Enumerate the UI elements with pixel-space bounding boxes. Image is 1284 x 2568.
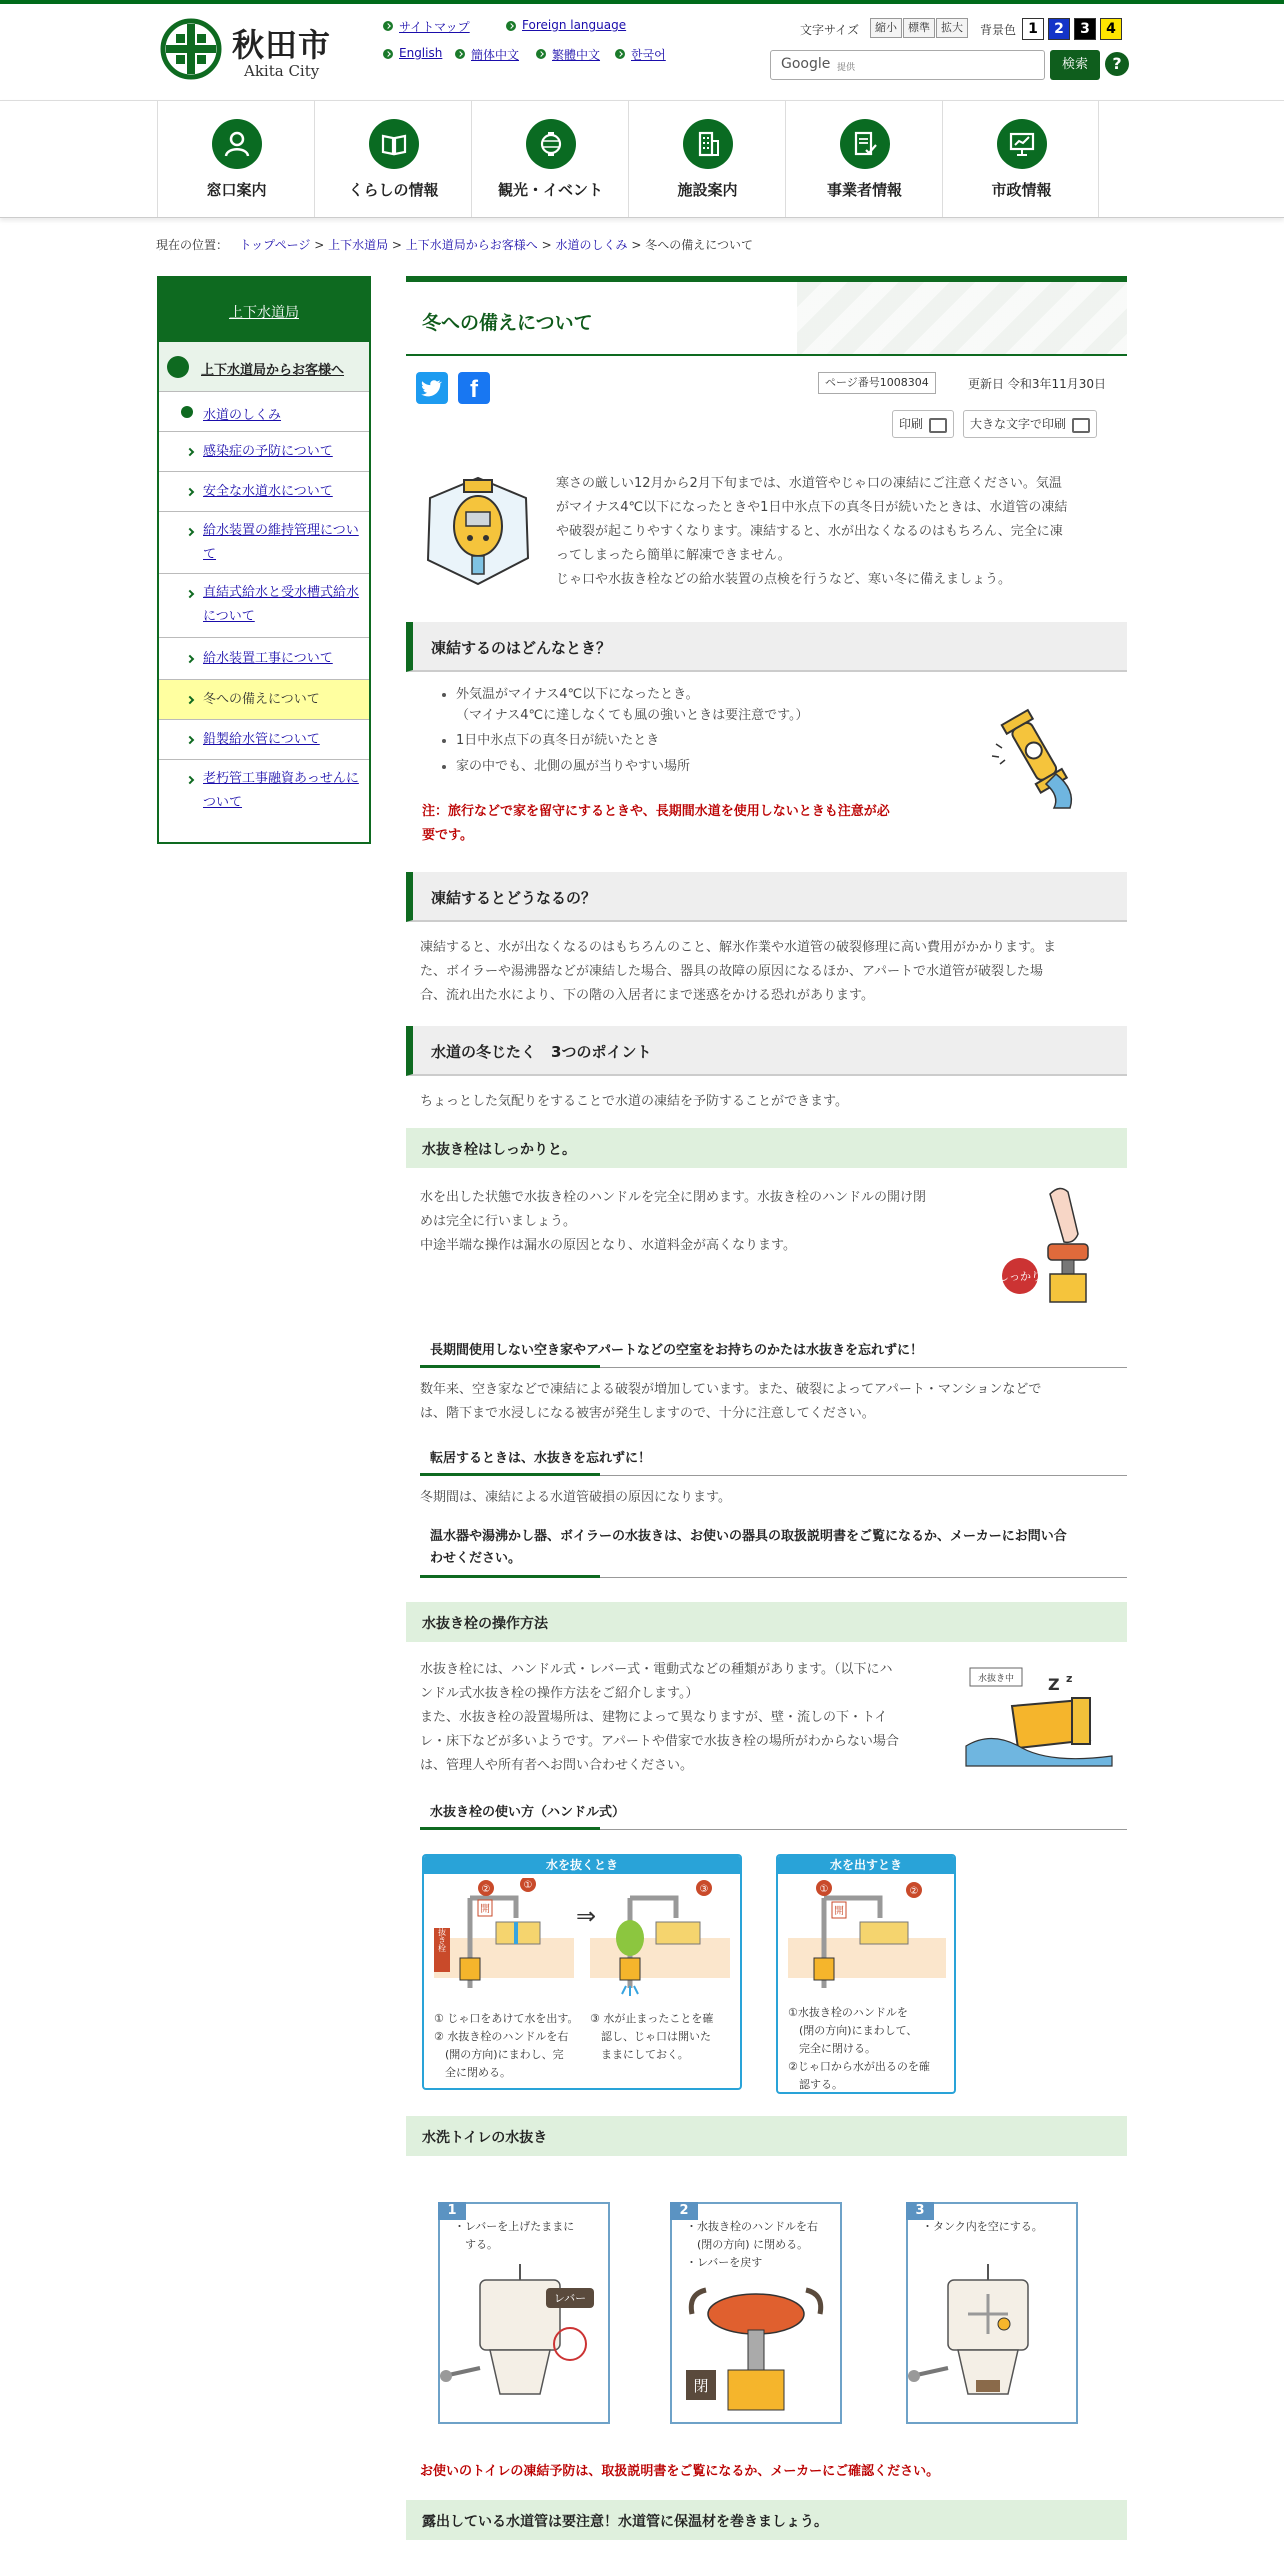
sidebar-level2-label: 上下水道局からお客様へ xyxy=(201,363,345,378)
step-2-marker: ② xyxy=(909,1886,919,1897)
diagram-drain-water xyxy=(422,1854,742,2090)
step-line: ままにしておく。 xyxy=(590,2048,689,2061)
freeze-condition-note: （マイナス4℃に達しなくても風の強いときは要注意です。） xyxy=(456,708,809,723)
font-shrink-button[interactable]: 縮小 xyxy=(870,18,902,38)
logo-english: Akita City xyxy=(244,62,320,80)
font-size-label: 文字サイズ xyxy=(800,23,860,37)
toilet-tank-illustration xyxy=(908,2264,1076,2422)
chevron-right-icon xyxy=(186,528,194,536)
valve-operation-text xyxy=(420,1658,950,1778)
valve-handle-illustration xyxy=(672,2274,840,2422)
subheading-drain-valve xyxy=(406,1128,1127,1168)
sidebar-nav xyxy=(157,276,371,844)
sidebar-item-lead-pipe[interactable] xyxy=(159,720,369,760)
updated-date: 更新日 令和3年11月30日 xyxy=(968,377,1106,391)
site-logo[interactable] xyxy=(160,18,380,84)
section-heading-text: 水道の冬じたく 3つのポイント xyxy=(431,1043,652,1061)
travel-warning-note xyxy=(422,800,942,848)
toilet-warning-note: お使いのトイレの凍結予防は、取扱説明書をご覧になるか、メーカーにご確認ください。 xyxy=(420,2464,940,2479)
subheading-text: 水洗トイレの水抜き xyxy=(422,2130,548,2146)
logo-japanese: 秋田市 xyxy=(232,26,332,64)
sidebar-item-infection[interactable] xyxy=(159,432,369,472)
step-line: ・タンク内を空にする。 xyxy=(922,2220,1043,2233)
sidebar-item-label: 感染症の予防について xyxy=(203,444,333,459)
paragraph-line: また、水抜き栓の設置場所は、建物によって異なりますが、壁・流しの下・トイ xyxy=(420,1710,888,1725)
gnav-city-administration[interactable] xyxy=(942,101,1099,217)
sidebar-item-construction[interactable] xyxy=(159,638,369,680)
svg-text:Z: Z xyxy=(1048,1675,1060,1694)
minor-heading-moving xyxy=(420,1444,1127,1476)
toilet-step-text xyxy=(922,2218,1072,2236)
paragraph-line: た、ボイラーや湯沸器などが凍結した場合、器具の故障の原因になるほか、アパートで水道管が破裂した場 xyxy=(420,964,1043,979)
chevron-right-icon xyxy=(186,488,194,496)
heading-line: わせください。 xyxy=(430,1551,522,1566)
drain-valve-side-label: 水抜き栓 xyxy=(437,1920,447,1952)
subheading-valve-operation xyxy=(406,1602,1127,1642)
sitemap-link[interactable]: サイトマップ xyxy=(383,18,470,35)
page-number: ページ番号1008304 xyxy=(818,372,936,394)
breadcrumb-link-top[interactable]: トップページ xyxy=(239,238,311,252)
warning-line: 注：旅行などで家を留守にするときや、長期間水道を使用しないときも注意が必 xyxy=(422,804,890,819)
breadcrumb-separator: > xyxy=(627,238,646,252)
subheading-text: 露出している水道管は要注意！水道管に保温材を巻きましょう。 xyxy=(422,2514,828,2530)
step-line: ①水抜き栓のハンドルを xyxy=(788,2006,908,2019)
facebook-share-icon[interactable]: f xyxy=(458,372,490,404)
bullet-icon xyxy=(167,356,189,378)
restore-procedure-illustration xyxy=(784,1878,950,2002)
gnav-label: くらしの情報 xyxy=(348,181,439,199)
city-emblem-icon xyxy=(160,18,222,80)
bg-color-4-button[interactable]: 4 xyxy=(1100,18,1122,40)
step-line: する。 xyxy=(454,2238,498,2251)
diagram-title: 水を抜くとき xyxy=(424,1856,740,1874)
intro-line: ってしまったら簡単に解凍できません。 xyxy=(556,548,791,563)
minor-heading-text: 転居するときは、水抜きを忘れずに！ xyxy=(430,1451,652,1466)
sidebar-item-safe-water[interactable] xyxy=(159,472,369,512)
sidebar-level3-label: 水道のしくみ xyxy=(203,408,282,423)
font-standard-button[interactable]: 標準 xyxy=(903,18,935,38)
minor-heading-vacant-houses xyxy=(420,1336,1127,1368)
search-button[interactable]: 検索 xyxy=(1050,50,1100,80)
chevron-right-icon xyxy=(186,736,194,744)
section-heading-three-points xyxy=(406,1026,1127,1076)
google-logo-text: Google xyxy=(781,56,831,72)
foreign-language-link[interactable]: Foreign language xyxy=(506,18,626,32)
chevron-right-icon xyxy=(186,776,194,784)
help-icon[interactable]: ? xyxy=(1105,52,1129,76)
chevron-right-icon xyxy=(186,590,194,598)
drain-steps-1-2 xyxy=(434,2010,584,2082)
bg-color-label: 背景色 xyxy=(980,23,1017,37)
sidebar-item-label: 老朽管工事融資あっせんについて xyxy=(203,771,359,810)
gnav-label: 市政情報 xyxy=(991,181,1052,199)
book-icon xyxy=(369,119,419,169)
paragraph-line: めは完全に行いましょう。 xyxy=(420,1214,577,1229)
sidebar-item-winter-current[interactable] xyxy=(159,680,369,720)
breadcrumb-separator: > xyxy=(388,238,406,252)
intro-line: や破裂が起こりやすくなります。凍結すると、水が出なくなるのはもちろん、完全に凍 xyxy=(556,524,1063,539)
sidebar-item-label: 給水装置の維持管理について xyxy=(203,523,359,562)
toilet-step-3 xyxy=(906,2202,1078,2424)
sidebar-level2[interactable] xyxy=(159,342,369,392)
site-search-input[interactable] xyxy=(770,50,1045,80)
section-heading-what-happens xyxy=(406,872,1127,922)
sidebar-item-label: 給水装置工事について xyxy=(203,651,333,666)
breadcrumb-separator: > xyxy=(310,238,329,252)
section-heading-when-freeze xyxy=(406,622,1127,672)
sidebar-item-maintenance[interactable] xyxy=(159,512,369,574)
step-line: 認し、じゃ口は開いた xyxy=(590,2030,711,2043)
step-line: (閉の方向) に閉める。 xyxy=(686,2238,809,2251)
drain-valve-text xyxy=(420,1186,980,1258)
arrow-icon: ⇒ xyxy=(576,1902,597,1930)
paragraph-line: 合、流れ出た水により、下の階の入居者にまで迷惑をかける恐れがあります。 xyxy=(420,988,874,1003)
building-icon xyxy=(683,119,733,169)
paragraph-line: 数年来、空き家などで凍結による破裂が増加しています。また、破裂によってアパート・マンションなどで xyxy=(420,1382,1042,1397)
bg-color-1-button[interactable]: 1 xyxy=(1022,18,1044,40)
paragraph-line: 水抜き栓には、ハンドル式・レバー式・電動式などの種類があります。（以下にハ xyxy=(420,1662,893,1677)
sidebar-item-label: 冬への備えについて xyxy=(203,692,320,707)
intro-line: 寒さの厳しい12月から2月下旬までは、水道管やじゃ口の凍結にご注意ください。気温 xyxy=(556,476,1062,491)
bg-color-2-button[interactable]: 2 xyxy=(1048,18,1070,40)
step-line: ②じゃ口から水が出るのを確 xyxy=(788,2060,930,2073)
subheading-flush-toilet xyxy=(406,2116,1127,2156)
english-link[interactable]: English xyxy=(383,46,442,60)
draining-label: 水抜き中 xyxy=(977,1674,1015,1684)
breadcrumb xyxy=(156,236,753,253)
section-heading-text: 凍結するのはどんなとき？ xyxy=(431,639,612,657)
paragraph-line: は、管理人や所有者へお問い合わせください。 xyxy=(420,1758,694,1773)
step-3-marker: ③ xyxy=(699,1884,709,1895)
step-number: 1 xyxy=(438,2202,466,2220)
diagram-restore-water xyxy=(776,1854,956,2094)
sidebar-item-label: 鉛製給水管について xyxy=(203,732,320,747)
step-line: 完全に閉ける。 xyxy=(788,2042,876,2055)
section-heading-text: 凍結するとどうなるの？ xyxy=(431,889,597,907)
drain-step-3 xyxy=(590,2010,740,2064)
sidebar-title-label: 上下水道局 xyxy=(229,305,299,321)
step-line: ・水抜き栓のハンドルを右 xyxy=(686,2220,818,2233)
font-enlarge-button[interactable]: 拡大 xyxy=(936,18,968,38)
subheading-text: 水抜き栓の操作方法 xyxy=(422,1616,548,1632)
toilet-step-2 xyxy=(670,2202,842,2424)
shikkari-label: しっかり xyxy=(998,1270,1042,1283)
step-number: 3 xyxy=(906,2202,934,2220)
page-title-box xyxy=(406,276,1127,356)
open-marker: 開 xyxy=(834,1906,844,1917)
drain-procedure-illustration xyxy=(430,1878,736,2008)
simplified-chinese-link[interactable]: 簡体中文 xyxy=(455,46,519,63)
diagram-title: 水を出すとき xyxy=(778,1856,954,1874)
freeze-condition-item: 1日中氷点下の真冬日が続いたとき xyxy=(456,730,659,752)
gnav-living-info[interactable] xyxy=(314,101,471,217)
breadcrumb-current: 冬への備えについて xyxy=(645,238,753,252)
paragraph-line: 水を出した状態で水抜き栓のハンドルを完全に閉めます。水抜き栓のハンドルの開け閉 xyxy=(420,1190,926,1205)
freeze-consequence-text xyxy=(420,936,1120,1008)
gnav-facilities[interactable] xyxy=(628,101,785,217)
breadcrumb-link-to-customers[interactable]: 上下水道局からお客様へ xyxy=(405,238,538,252)
lever-label: レバー xyxy=(553,2292,587,2305)
site-header xyxy=(0,4,1284,100)
toilet-step-text xyxy=(454,2218,604,2254)
sidebar-item-label: 直結式給水と受水槽式給水について xyxy=(203,585,360,624)
burst-pipe-illustration xyxy=(986,704,1096,814)
step-line: ③ 水が止まったことを確 xyxy=(590,2012,714,2025)
step-line: ① じゃ口をあけて水を出す。 xyxy=(434,2012,579,2025)
step-line: ・レバーを上げたままに xyxy=(454,2220,575,2233)
moving-text: 冬期間は、凍結による水道管破損の原因になります。 xyxy=(420,1490,731,1505)
svg-text:z: z xyxy=(1066,1672,1073,1685)
person-icon xyxy=(212,119,262,169)
paragraph-line: レ・床下などが多いようです。アパートや借家で水抜き栓の場所がわからない場合 xyxy=(420,1734,899,1749)
heading-line: 温水器や湯沸かし器、ボイラーの水抜きは、お使いの器具の取扱説明書をご覧になるか、メーカーにお問い合 xyxy=(430,1529,1067,1544)
step-line: ・レバーを戻す xyxy=(686,2256,763,2269)
gnav-label: 事業者情報 xyxy=(826,181,902,199)
paragraph-line: 凍結すると、水が出なくなるのはもちろんのこと、解氷作業や水道管の破裂修理に高い費用がかかります。ま xyxy=(420,940,1056,955)
subheading-insulation xyxy=(406,2500,1127,2540)
sidebar-title[interactable] xyxy=(159,278,369,342)
chevron-right-icon xyxy=(186,696,194,704)
minor-heading-text: 水抜き栓の使い方（ハンドル式） xyxy=(430,1805,626,1820)
gnav-label: 観光・イベント xyxy=(497,181,603,199)
accessibility-tools xyxy=(800,16,1130,46)
gnav-counter-guide[interactable] xyxy=(157,101,314,217)
intro-text xyxy=(556,472,1116,592)
title-decoration xyxy=(797,282,1127,354)
breadcrumb-link-waterworks[interactable]: 上下水道局 xyxy=(328,238,389,252)
google-provided-text: 提供 xyxy=(837,63,856,73)
document-check-icon xyxy=(840,119,890,169)
step-line: 全に閉める。 xyxy=(434,2066,511,2079)
toilet-step-text xyxy=(686,2218,836,2272)
subheading-text: 水抜き栓はしっかりと。 xyxy=(422,1142,576,1158)
chevron-right-icon xyxy=(186,655,194,663)
frozen-pipe-illustration xyxy=(416,468,540,592)
toilet-lever-illustration xyxy=(440,2264,608,2422)
twitter-share-icon[interactable] xyxy=(416,372,448,404)
freeze-condition-item: 外気温がマイナス4℃以下になったとき。 xyxy=(456,684,699,706)
sidebar-item-direct-supply[interactable] xyxy=(159,574,369,638)
sidebar-item-label: 安全な水道水について xyxy=(203,484,333,499)
gnav-tourism-events[interactable] xyxy=(471,101,628,217)
restore-steps xyxy=(788,2004,954,2094)
step-line: ② 水抜き栓のハンドルを右 xyxy=(434,2030,569,2043)
gnav-business-info[interactable] xyxy=(785,101,942,217)
minor-heading-water-heaters xyxy=(420,1522,1127,1578)
breadcrumb-link-system[interactable]: 水道のしくみ xyxy=(555,238,628,252)
page-title: 冬への備えについて xyxy=(422,312,593,334)
step-1-marker: ① xyxy=(819,1884,829,1895)
open-marker: 開 xyxy=(480,1904,490,1915)
intro-line: じゃ口や水抜き栓などの給水装置の点検を行うなど、寒い冬に備えましょう。 xyxy=(556,572,1012,587)
vacant-houses-text xyxy=(420,1378,1120,1426)
paragraph-line: ンドル式水抜き栓の操作方法をご紹介します。） xyxy=(420,1686,699,1701)
global-navigation xyxy=(0,100,1284,218)
gnav-label: 施設案内 xyxy=(677,181,738,199)
bullet-icon xyxy=(181,406,193,418)
paragraph-line: は、階下まで水浸しになる被害が発生しますので、十分に注意してください。 xyxy=(420,1406,875,1421)
presentation-chart-icon xyxy=(997,119,1047,169)
step-line: (開の方向)にまわし、完 xyxy=(434,2048,564,2061)
toilet-step-1 xyxy=(438,2202,610,2424)
step-line: (閉の方向)にまわして、 xyxy=(788,2024,918,2037)
breadcrumb-prefix: 現在の位置： xyxy=(156,238,229,252)
breadcrumb-separator: > xyxy=(537,238,556,252)
bg-color-3-button[interactable]: 3 xyxy=(1074,18,1096,40)
sidebar-level3[interactable] xyxy=(159,392,369,432)
korean-link[interactable]: 한국어 xyxy=(615,46,666,63)
step-1-marker: ① xyxy=(523,1880,533,1891)
hand-turning-valve-illustration xyxy=(990,1184,1120,1314)
lantern-icon xyxy=(526,119,576,169)
sidebar-item-loan[interactable] xyxy=(159,760,369,842)
step-number: 2 xyxy=(670,2202,698,2220)
intro-line: がマイナス4℃以下になったときや1日中氷点下の真冬日が続いたときは、水道管の凍結 xyxy=(556,500,1068,515)
warning-line: 要です。 xyxy=(422,828,473,843)
step-line: 認する。 xyxy=(788,2078,843,2091)
three-points-intro: ちょっとした気配りをすることで水道の凍結を予防することができます。 xyxy=(420,1094,848,1109)
step-2-marker: ② xyxy=(481,1884,491,1895)
minor-heading-handle-type xyxy=(420,1798,1127,1830)
traditional-chinese-link[interactable]: 繁體中文 xyxy=(536,46,600,63)
print-large-button[interactable]: 大きな文字で印刷 xyxy=(963,410,1097,438)
paragraph-line: 中途半端な操作は漏水の原因となり、水道料金が高くなります。 xyxy=(420,1238,796,1253)
minor-heading-text: 長期間使用しない空き家やアパートなどの空室をお持ちのかたは水抜きを忘れずに！ xyxy=(430,1343,923,1358)
close-marker: 閉 xyxy=(693,2377,709,2395)
gnav-label: 窓口案内 xyxy=(206,181,267,199)
freeze-condition-item: 家の中でも、北側の風が当りやすい場所 xyxy=(456,756,690,778)
sleeping-valve-illustration xyxy=(962,1660,1122,1770)
chevron-right-icon xyxy=(186,448,194,456)
minor-heading-text xyxy=(430,1526,1120,1570)
print-button[interactable]: 印刷 xyxy=(892,410,954,438)
